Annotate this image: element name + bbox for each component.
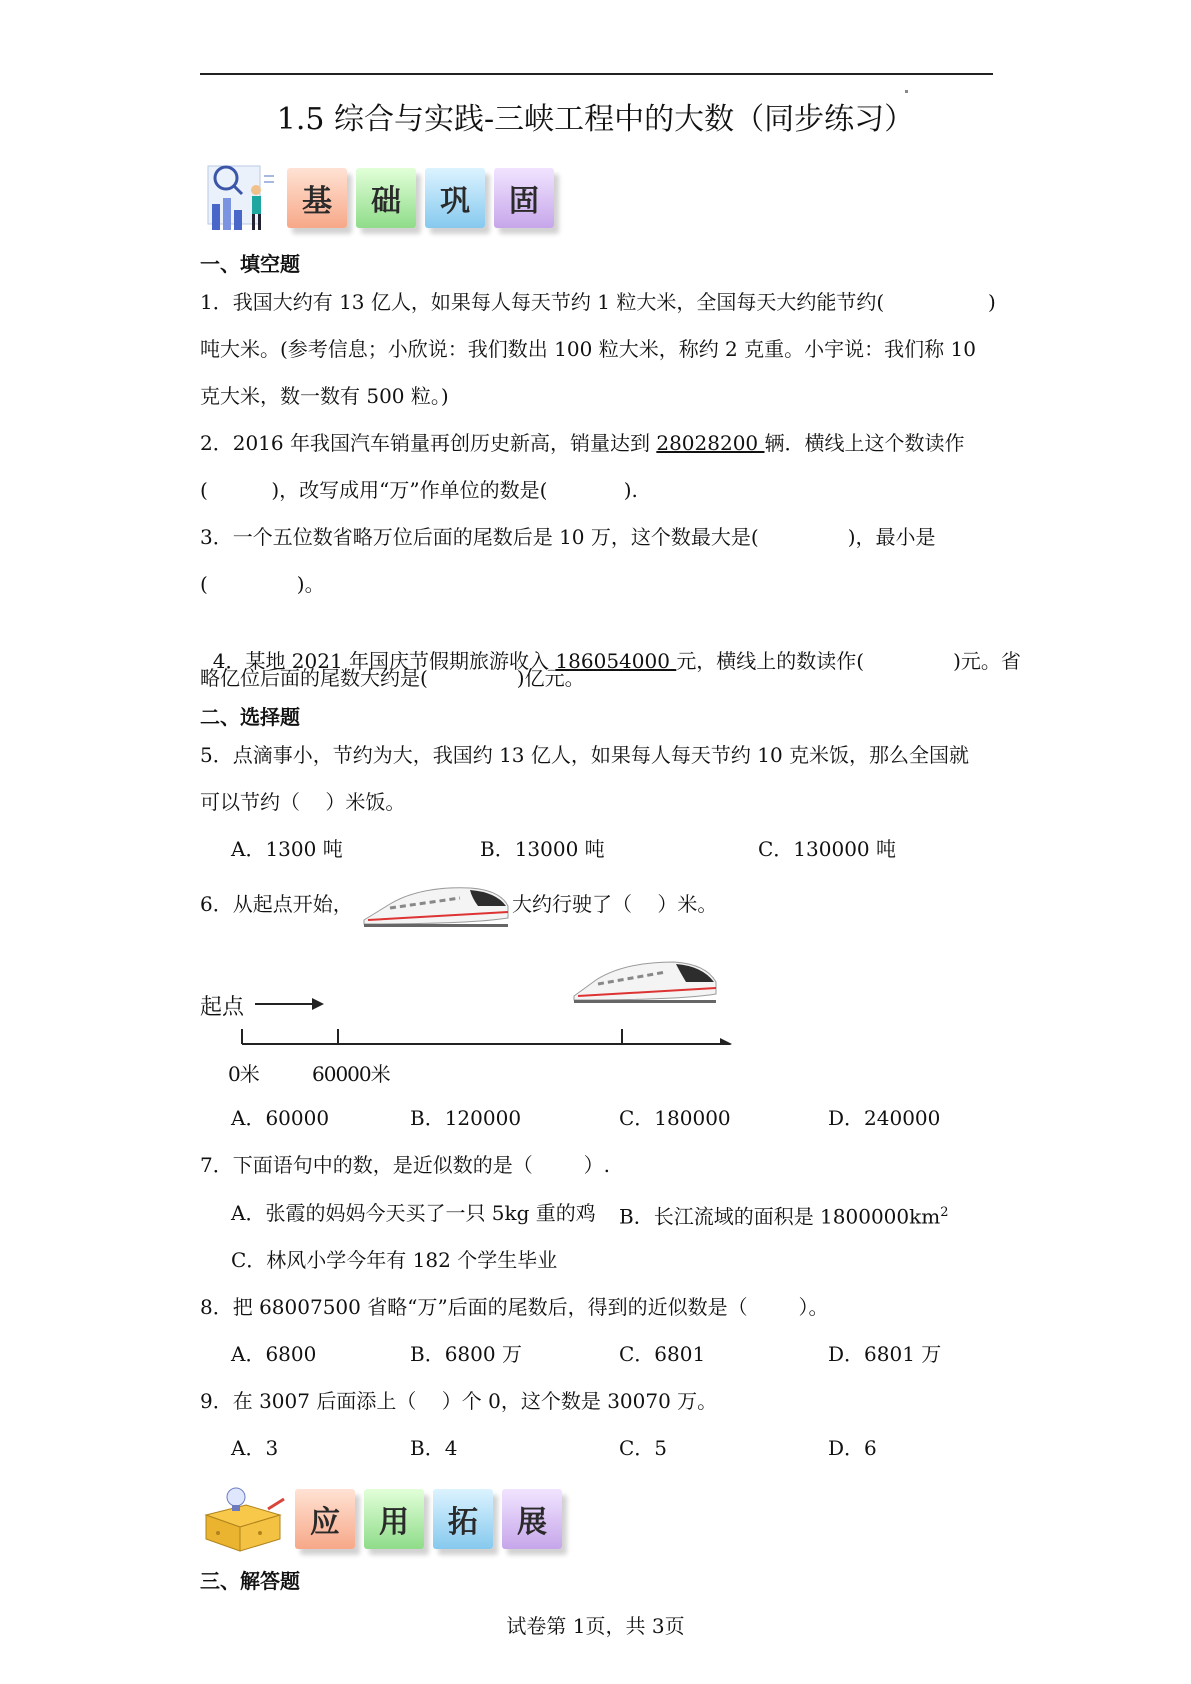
q6-option-a: A．60000 [231, 1106, 330, 1130]
q9-option-b: B．4 [410, 1436, 458, 1460]
q6-option-b: B．120000 [410, 1106, 522, 1130]
q1-line-1-close: ) [988, 290, 996, 314]
q7-option-c: C．林风小学今年有 182 个学生毕业 [231, 1248, 558, 1272]
banner-char-1: 基 [287, 168, 347, 228]
tick-label-60000: 60000米 [312, 1062, 390, 1086]
q6-lead: 6．从起点开始， [200, 892, 353, 916]
q9-line-1: 9．在 3007 后面添上（ ）个 0，这个数是 30070 万。 [200, 1389, 718, 1413]
dot-mark [905, 90, 908, 93]
banner-char-3: 巩 [425, 168, 485, 228]
q8-option-c: C．6801 [619, 1342, 706, 1366]
banner2-char-2: 用 [364, 1489, 424, 1549]
q2-underlined-number: 28028200 [656, 431, 765, 455]
banner-application-extension [200, 1485, 562, 1553]
q2-line-2: ( )，改写成用“万”作单位的数是( ). [200, 478, 638, 502]
banner2-char-1: 应 [295, 1489, 355, 1549]
q9-option-a: A．3 [231, 1436, 279, 1460]
q5-line-1: 5．点滴事小，节约为大，我国约 13 亿人，如果每人每天节约 10 克米饭，那么全国就 [200, 743, 970, 767]
train-icon [360, 876, 512, 930]
tick-label-0: 0米 [228, 1062, 259, 1086]
q5-line-2: 可以节约（ ）米饭。 [200, 790, 406, 814]
q1-line-2: 吨大米。(参考信息；小欣说：我们数出 100 粒大米，称约 2 克重。小宇说：我们称 10 [200, 337, 976, 361]
banner-basic-consolidation [200, 160, 554, 236]
q6-option-d: D．240000 [828, 1106, 941, 1130]
q5-option-b: B．13000 吨 [480, 837, 605, 861]
toolbox-lightbulb-icon [200, 1485, 286, 1553]
banner2-char-4: 展 [502, 1489, 562, 1549]
page-title: 1.5 综合与实践-三峡工程中的大数（同步练习） [276, 102, 915, 137]
page-footer: 试卷第 1页，共 3页 [506, 1614, 685, 1638]
banner2-char-3: 拓 [433, 1489, 493, 1549]
q8-option-d: D．6801 万 [828, 1342, 942, 1366]
section-fill-in-blank: 一、填空题 [200, 252, 300, 276]
q9-option-d: D．6 [828, 1436, 877, 1460]
section-multiple-choice: 二、选择题 [200, 705, 300, 729]
q4-line-1: 4．某地 2021 年国庆节假期旅游收入 186054000 元，横线上的数读作( )元。省 [212, 649, 1021, 673]
header-rule [200, 73, 993, 75]
q3-line-1: 3．一个五位数省略万位后面的尾数后是 10 万，这个数最大是( )，最小是 [200, 525, 936, 549]
q1-line-3: 克大米，数一数有 500 粒。) [200, 384, 449, 408]
q7-option-a: A．张霞的妈妈今天买了一只 5kg 重的鸡 [231, 1201, 596, 1225]
q9-option-c: C．5 [619, 1436, 668, 1460]
q6-option-c: C．180000 [619, 1106, 731, 1130]
section-problem-solving: 三、解答题 [200, 1569, 300, 1593]
banner-char-4: 固 [494, 168, 554, 228]
superscript-2: 2 [940, 1205, 949, 1220]
q4-line-2: 略亿位后面的尾数大约是( )亿元。 [200, 666, 585, 690]
q3-line-2: ( )。 [200, 572, 325, 596]
q7-option-b: B．长江流域的面积是 $1800000km^2$ [619, 1204, 949, 1229]
data-analysis-icon [200, 160, 278, 236]
q8-option-b: B．6800 万 [410, 1342, 522, 1366]
q5-option-c: C．130000 吨 [758, 837, 897, 861]
train-on-line-icon [570, 950, 720, 1006]
q7-line-1: 7．下面语句中的数，是近似数的是（ ）. [200, 1153, 610, 1177]
q8-line-1: 8．把 68007500 省略“万”后面的尾数后，得到的近似数是（ ）。 [200, 1295, 829, 1319]
start-label: 起点 [200, 995, 245, 1020]
q1-line-1: 1．我国大约有 13 亿人，如果每人每天节约 1 粒大米，全国每天大约能节约( [200, 290, 885, 314]
banner-char-2: 础 [356, 168, 416, 228]
q5-option-a: A．1300 吨 [231, 837, 343, 861]
q2-line-1: 2．2016 年我国汽车销量再创历史新高，销量达到 28028200 辆．横线上这个数读作 [200, 431, 965, 455]
q8-option-a: A．6800 [231, 1342, 317, 1366]
q4-underlined-number: 186054000 [555, 649, 677, 673]
q6-tail: 大约行驶了（ ）米。 [512, 892, 718, 916]
